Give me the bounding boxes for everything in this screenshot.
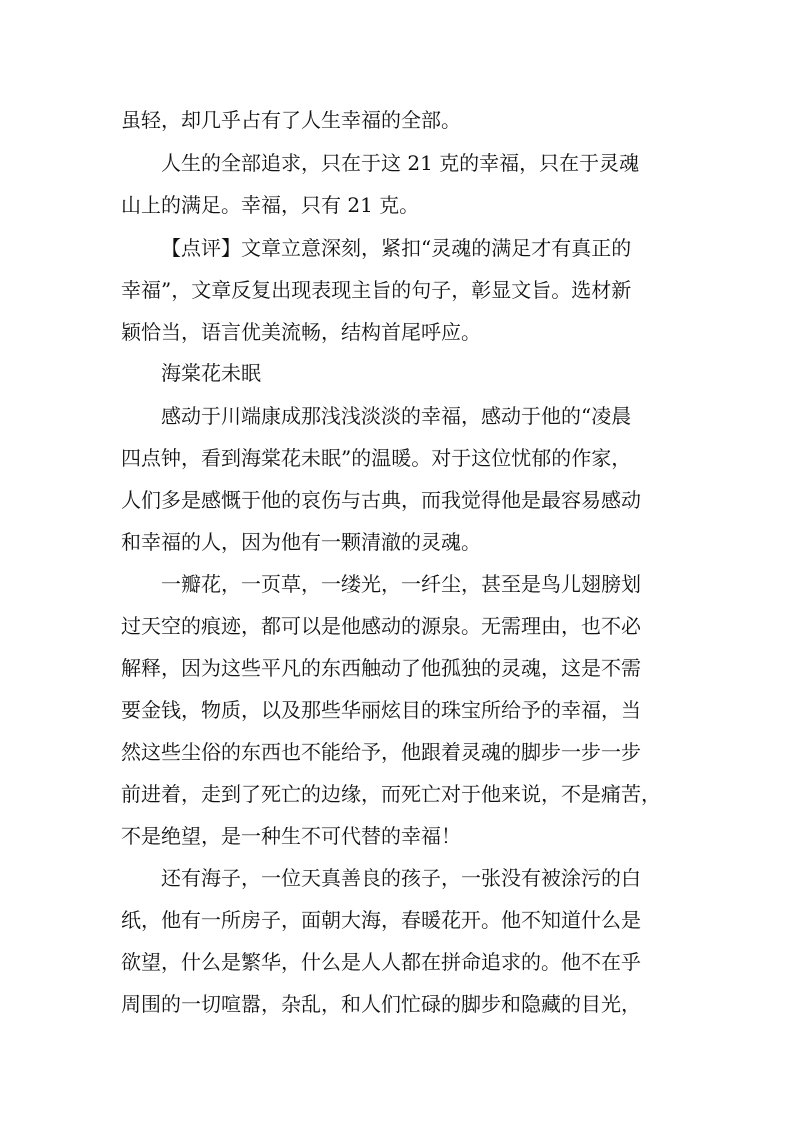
- line-text: 还有海子，一位天真善良的孩子，一张没有被涂污的白: [161, 866, 641, 890]
- line-text: 虽轻，却几乎占有了人生幸福的全部。: [121, 108, 461, 132]
- line-text: 人生的全部追求，只在于这 21 克的幸福，只在于灵魂: [161, 151, 640, 175]
- line-text: 人们多是感慨于他的哀伤与古典，而我觉得他是最容易感动: [121, 488, 641, 512]
- line-text: 解释，因为这些平凡的东西触动了他孤独的灵魂，这是不需: [121, 656, 641, 680]
- line-text: 然这些尘俗的东西也不能给予，他跟着灵魂的脚步一步一步: [121, 740, 641, 764]
- line-text: 周围的一切喧嚣，杂乱，和人们忙碌的脚步和隐藏的目光，: [121, 992, 641, 1016]
- line-text: 和幸福的人，因为他有一颗清澈的灵魂。: [121, 530, 481, 554]
- line-text: 欲望，什么是繁华，什么是人人都在拼命追求的。他不在乎: [121, 950, 641, 974]
- line-text: 不是绝望，是一种生不可代替的幸福！: [121, 824, 461, 848]
- line-text: 纸，他有一所房子，面朝大海，春暖花开。他不知道什么是: [121, 908, 641, 932]
- line-text: 山上的满足。幸福，只有 21 克。: [121, 193, 420, 217]
- line-text: 颖恰当，语言优美流畅，结构首尾呼应。: [121, 320, 481, 344]
- line-text: 海棠花未眠: [161, 361, 261, 385]
- line-text: 前进着，走到了死亡的边缘，而死亡对于他来说，不是痛苦，: [121, 782, 661, 806]
- line-text: 一瓣花，一页草，一缕光，一纤尘，甚至是鸟儿翅膀划: [161, 572, 641, 596]
- line-text: 要金钱，物质，以及那些华丽炫目的珠宝所给予的幸福，当: [121, 698, 641, 722]
- line-text: 过天空的痕迹，都可以是他感动的源泉。无需理由，也不必: [121, 614, 641, 638]
- line-text: 【点评】文章立意深刻，紧扣“灵魂的满足才有真正的: [161, 236, 632, 260]
- line-text: 感动于川端康成那浅浅淡淡的幸福，感动于他的“凌晨: [161, 404, 632, 428]
- line-text: 幸福”，文章反复出现表现主旨的句子，彰显文旨。选材新: [121, 278, 632, 302]
- line-text: 四点钟，看到海棠花未眠”的温暖。对于这位忧郁的作家，: [121, 446, 632, 470]
